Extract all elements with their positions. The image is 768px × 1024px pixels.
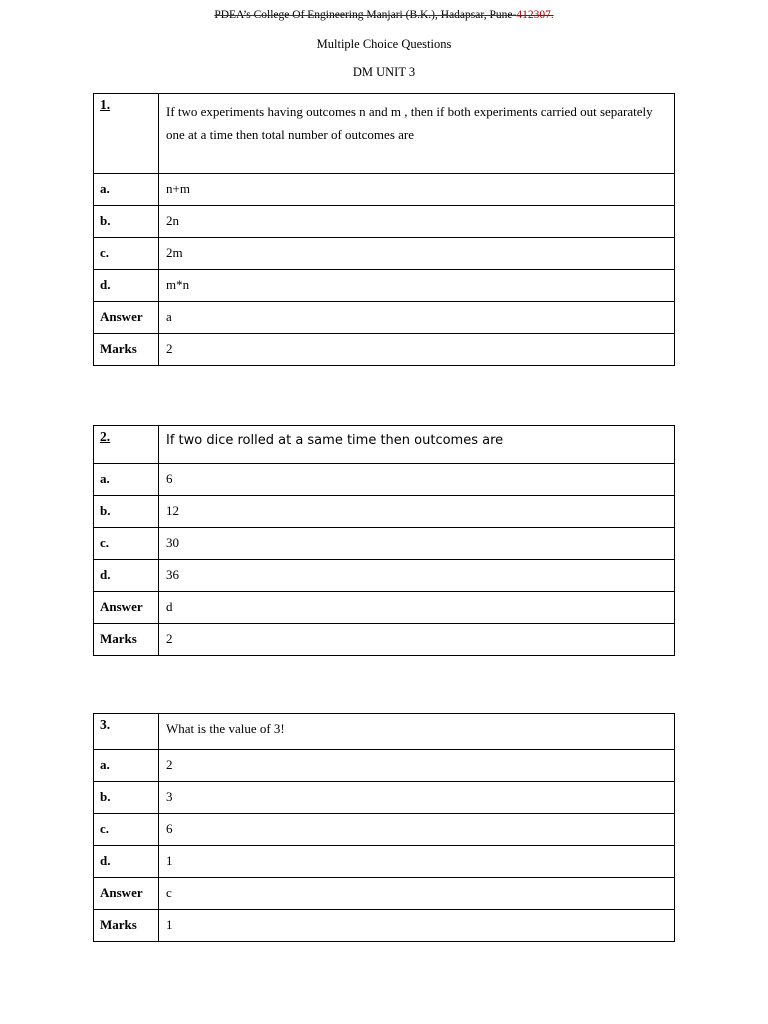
option-value: 12 xyxy=(159,496,675,528)
marks-value: 1 xyxy=(159,910,675,942)
marks-row xyxy=(94,624,675,656)
option-key: a. xyxy=(94,750,159,782)
question-row xyxy=(94,94,675,174)
option-key: a. xyxy=(94,464,159,496)
document-subtitle: Multiple Choice Questions xyxy=(316,37,452,51)
option-value: 30 xyxy=(159,528,675,560)
option-key: d. xyxy=(94,270,159,302)
question-row xyxy=(94,426,675,464)
option-row-a xyxy=(94,464,675,496)
marks-label: Marks xyxy=(94,334,159,366)
option-value: 1 xyxy=(159,846,675,878)
question-text: If two dice rolled at a same time then outcomes are xyxy=(159,426,675,464)
option-row-d xyxy=(94,846,675,878)
marks-value: 2 xyxy=(159,624,675,656)
option-row-a xyxy=(94,174,675,206)
option-row-d xyxy=(94,560,675,592)
option-value: 2n xyxy=(159,206,675,238)
answer-value: a xyxy=(159,302,675,334)
option-row-c xyxy=(94,528,675,560)
question-number: 2. xyxy=(94,426,159,464)
answer-label: Answer xyxy=(94,592,159,624)
option-row-b xyxy=(94,782,675,814)
marks-label: Marks xyxy=(94,624,159,656)
option-key: d. xyxy=(94,560,159,592)
option-row-d xyxy=(94,270,675,302)
question-number: 1. xyxy=(94,94,159,174)
marks-label: Marks xyxy=(94,910,159,942)
answer-label: Answer xyxy=(94,302,159,334)
option-key: c. xyxy=(94,814,159,846)
question-text: If two experiments having outcomes n and m , then if both experiments carried out separately one at a time then total number of outcomes are xyxy=(159,94,675,174)
answer-row xyxy=(94,302,675,334)
college-pincode: 412307. xyxy=(516,9,554,21)
option-row-c xyxy=(94,814,675,846)
answer-value: c xyxy=(159,878,675,910)
question-number: 3. xyxy=(94,714,159,750)
option-row-b xyxy=(94,496,675,528)
college-header xyxy=(0,9,768,21)
option-row-a xyxy=(94,750,675,782)
option-value: 3 xyxy=(159,782,675,814)
option-value: 2m xyxy=(159,238,675,270)
question-row xyxy=(94,714,675,750)
option-row-c xyxy=(94,238,675,270)
college-name: PDEA’s College Of Engineering Manjari (B.K.), Hadapsar, Pune- xyxy=(214,9,517,21)
option-value: 2 xyxy=(159,750,675,782)
option-key: b. xyxy=(94,496,159,528)
option-key: b. xyxy=(94,782,159,814)
option-key: c. xyxy=(94,238,159,270)
answer-row xyxy=(94,878,675,910)
question-table-2 xyxy=(93,425,675,656)
option-value: 36 xyxy=(159,560,675,592)
marks-value: 2 xyxy=(159,334,675,366)
option-key: a. xyxy=(94,174,159,206)
answer-label: Answer xyxy=(94,878,159,910)
option-value: 6 xyxy=(159,464,675,496)
marks-row xyxy=(94,910,675,942)
option-value: m*n xyxy=(159,270,675,302)
answer-value: d xyxy=(159,592,675,624)
answer-row xyxy=(94,592,675,624)
question-table-3 xyxy=(93,713,675,942)
option-key: b. xyxy=(94,206,159,238)
option-key: c. xyxy=(94,528,159,560)
marks-row xyxy=(94,334,675,366)
question-table-1 xyxy=(93,93,675,366)
option-key: d. xyxy=(94,846,159,878)
unit-title: DM UNIT 3 xyxy=(352,65,416,79)
question-text: What is the value of 3! xyxy=(159,714,675,750)
option-value: n+m xyxy=(159,174,675,206)
option-row-b xyxy=(94,206,675,238)
option-value: 6 xyxy=(159,814,675,846)
